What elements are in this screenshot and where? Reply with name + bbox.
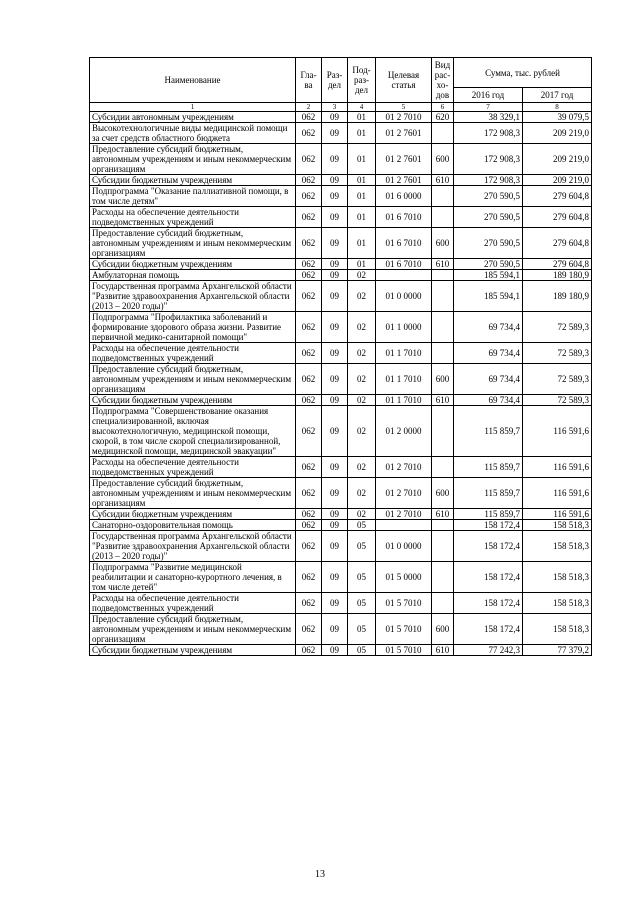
cell-podrazdel: 02 — [348, 312, 376, 343]
cell-name: Субсидии бюджетным учреждениям — [90, 395, 296, 406]
cell-2016: 69 734,4 — [454, 343, 523, 364]
cell-podrazdel: 05 — [348, 593, 376, 614]
cell-2016: 185 594,1 — [454, 281, 523, 312]
cell-name: Субсидии бюджетным учреждениям — [90, 645, 296, 656]
column-number: 6 — [432, 103, 454, 112]
cell-2017: 189 180,9 — [523, 281, 592, 312]
cell-vid: 610 — [432, 395, 454, 406]
cell-target — [376, 520, 432, 531]
cell-razdel: 09 — [322, 312, 348, 343]
cell-vid — [432, 312, 454, 343]
header-sum: Сумма, тыс. рублей — [454, 58, 592, 88]
cell-vid — [432, 270, 454, 281]
cell-name: Государственная программа Архангельской области "Развитие здравоохранения Архангельской области (2013 – 2020 годы)" — [90, 281, 296, 312]
column-number: 7 — [454, 103, 523, 112]
table-row — [90, 593, 592, 614]
cell-2016: 115 859,7 — [454, 509, 523, 520]
table-row — [90, 175, 592, 186]
cell-name: Подпрограмма "Развитие медицинской реабилитации и санаторно-курортного лечения, в том числе детей" — [90, 562, 296, 593]
header-2016: 2016 год — [454, 88, 523, 103]
cell-target: 01 2 7010 — [376, 509, 432, 520]
cell-2017: 279 604,8 — [523, 207, 592, 228]
cell-vid — [432, 520, 454, 531]
cell-2017: 77 379,2 — [523, 645, 592, 656]
cell-2016: 115 859,7 — [454, 478, 523, 509]
cell-2017: 39 079,5 — [523, 112, 592, 123]
cell-glava: 062 — [296, 593, 322, 614]
cell-target — [376, 270, 432, 281]
cell-vid — [432, 406, 454, 457]
cell-2016: 172 908,3 — [454, 175, 523, 186]
cell-2017: 209 219,0 — [523, 123, 592, 144]
cell-vid — [432, 281, 454, 312]
table-row — [90, 520, 592, 531]
cell-2016: 158 172,4 — [454, 520, 523, 531]
header-podrazdel: Под-раз-дел — [348, 58, 376, 103]
cell-glava: 062 — [296, 281, 322, 312]
cell-podrazdel: 01 — [348, 175, 376, 186]
table-row — [90, 270, 592, 281]
cell-podrazdel: 05 — [348, 614, 376, 645]
cell-podrazdel: 05 — [348, 562, 376, 593]
cell-name: Высокотехнологичные виды медицинской помощи за счет средств областного бюджета — [90, 123, 296, 144]
table-row — [90, 123, 592, 144]
cell-2016: 185 594,1 — [454, 270, 523, 281]
cell-glava: 062 — [296, 406, 322, 457]
column-number: 8 — [523, 103, 592, 112]
cell-glava: 062 — [296, 395, 322, 406]
header-razdel: Раз-дел — [322, 58, 348, 103]
cell-name: Расходы на обеспечение деятельности подведомственных учреждений — [90, 593, 296, 614]
cell-vid — [432, 343, 454, 364]
cell-vid: 600 — [432, 364, 454, 395]
table-row — [90, 509, 592, 520]
header-glava: Гла-ва — [296, 58, 322, 103]
cell-2017: 158 518,3 — [523, 531, 592, 562]
cell-vid: 610 — [432, 645, 454, 656]
cell-name: Амбулаторная помощь — [90, 270, 296, 281]
cell-name: Предоставление субсидий бюджетным, автономным учреждениям и иным некоммерческим организациям — [90, 364, 296, 395]
cell-target: 01 5 7010 — [376, 614, 432, 645]
cell-podrazdel: 02 — [348, 364, 376, 395]
cell-razdel: 09 — [322, 343, 348, 364]
cell-razdel: 09 — [322, 562, 348, 593]
cell-2016: 69 734,4 — [454, 364, 523, 395]
cell-glava: 062 — [296, 259, 322, 270]
cell-podrazdel: 05 — [348, 520, 376, 531]
cell-podrazdel: 02 — [348, 478, 376, 509]
cell-target: 01 1 7010 — [376, 343, 432, 364]
cell-podrazdel: 01 — [348, 144, 376, 175]
cell-vid — [432, 207, 454, 228]
cell-razdel: 09 — [322, 144, 348, 175]
cell-glava: 062 — [296, 270, 322, 281]
cell-podrazdel: 01 — [348, 228, 376, 259]
cell-name: Подпрограмма "Профилактика заболеваний и формирование здорового образа жизни. Развитие первичной медико-санитарной помощи" — [90, 312, 296, 343]
cell-2017: 279 604,8 — [523, 259, 592, 270]
cell-2017: 116 591,6 — [523, 478, 592, 509]
cell-razdel: 09 — [322, 175, 348, 186]
cell-name: Субсидии бюджетным учреждениям — [90, 175, 296, 186]
cell-vid — [432, 593, 454, 614]
cell-podrazdel: 01 — [348, 123, 376, 144]
cell-glava: 062 — [296, 562, 322, 593]
cell-razdel: 09 — [322, 406, 348, 457]
cell-2017: 158 518,3 — [523, 520, 592, 531]
cell-razdel: 09 — [322, 531, 348, 562]
cell-name: Субсидии автономным учреждениям — [90, 112, 296, 123]
cell-target: 01 2 7010 — [376, 112, 432, 123]
cell-target: 01 5 7010 — [376, 593, 432, 614]
table-row — [90, 112, 592, 123]
cell-2016: 270 590,5 — [454, 228, 523, 259]
cell-glava: 062 — [296, 645, 322, 656]
cell-glava: 062 — [296, 175, 322, 186]
cell-razdel: 09 — [322, 207, 348, 228]
cell-vid: 600 — [432, 614, 454, 645]
cell-name: Расходы на обеспечение деятельности подведомственных учреждений — [90, 457, 296, 478]
column-numbers-row — [90, 103, 592, 112]
cell-glava: 062 — [296, 112, 322, 123]
cell-vid: 600 — [432, 478, 454, 509]
header-target: Целевая статья — [376, 58, 432, 103]
cell-target: 01 2 7601 — [376, 123, 432, 144]
cell-2016: 158 172,4 — [454, 593, 523, 614]
cell-vid: 610 — [432, 175, 454, 186]
cell-target: 01 5 0000 — [376, 562, 432, 593]
cell-target: 01 2 7601 — [376, 175, 432, 186]
table-row — [90, 281, 592, 312]
cell-glava: 062 — [296, 144, 322, 175]
table-row — [90, 395, 592, 406]
cell-razdel: 09 — [322, 457, 348, 478]
cell-target: 01 0 0000 — [376, 281, 432, 312]
cell-name: Государственная программа Архангельской области "Развитие здравоохранения Архангельской области (2013 – 2020 годы)" — [90, 531, 296, 562]
cell-2017: 116 591,6 — [523, 509, 592, 520]
cell-2017: 158 518,3 — [523, 593, 592, 614]
cell-name: Предоставление субсидий бюджетным, автономным учреждениям и иным некоммерческим организациям — [90, 228, 296, 259]
cell-podrazdel: 02 — [348, 457, 376, 478]
table-row — [90, 531, 592, 562]
cell-2017: 158 518,3 — [523, 614, 592, 645]
cell-2016: 158 172,4 — [454, 531, 523, 562]
cell-glava: 062 — [296, 509, 322, 520]
cell-glava: 062 — [296, 520, 322, 531]
table-row — [90, 312, 592, 343]
cell-podrazdel: 02 — [348, 270, 376, 281]
table-row — [90, 186, 592, 207]
table-row — [90, 614, 592, 645]
cell-2016: 115 859,7 — [454, 457, 523, 478]
cell-razdel: 09 — [322, 478, 348, 509]
cell-name: Подпрограмма "Оказание паллиативной помощи, в том числе детям" — [90, 186, 296, 207]
cell-target: 01 1 7010 — [376, 395, 432, 406]
cell-2017: 279 604,8 — [523, 228, 592, 259]
cell-target: 01 2 0000 — [376, 406, 432, 457]
cell-target: 01 6 7010 — [376, 228, 432, 259]
cell-vid — [432, 186, 454, 207]
header-2017: 2017 год — [523, 88, 592, 103]
cell-target: 01 1 0000 — [376, 312, 432, 343]
cell-vid: 610 — [432, 259, 454, 270]
cell-target: 01 6 0000 — [376, 186, 432, 207]
cell-glava: 062 — [296, 478, 322, 509]
cell-podrazdel: 02 — [348, 509, 376, 520]
cell-podrazdel: 01 — [348, 207, 376, 228]
cell-vid — [432, 457, 454, 478]
column-number: 3 — [322, 103, 348, 112]
cell-razdel: 09 — [322, 364, 348, 395]
cell-razdel: 09 — [322, 281, 348, 312]
cell-vid: 610 — [432, 509, 454, 520]
cell-razdel: 09 — [322, 228, 348, 259]
cell-vid: 600 — [432, 144, 454, 175]
table-row — [90, 207, 592, 228]
cell-target: 01 0 0000 — [376, 531, 432, 562]
table-row — [90, 406, 592, 457]
cell-podrazdel: 01 — [348, 186, 376, 207]
budget-table-container — [89, 57, 591, 656]
cell-razdel: 09 — [322, 112, 348, 123]
cell-glava: 062 — [296, 123, 322, 144]
cell-name: Субсидии бюджетным учреждениям — [90, 509, 296, 520]
cell-name: Подпрограмма "Совершенствование оказания специализированной, включая высокотехнологичную, медицинской помощи, скорой, в том числе скорой специализированной, медицинской помощи, медицинской эвакуации" — [90, 406, 296, 457]
cell-2017: 209 219,0 — [523, 175, 592, 186]
cell-2017: 279 604,8 — [523, 186, 592, 207]
cell-2016: 69 734,4 — [454, 395, 523, 406]
column-number: 1 — [90, 103, 296, 112]
cell-podrazdel: 02 — [348, 281, 376, 312]
cell-glava: 062 — [296, 312, 322, 343]
table-row — [90, 228, 592, 259]
cell-target: 01 6 7010 — [376, 259, 432, 270]
cell-glava: 062 — [296, 614, 322, 645]
cell-razdel: 09 — [322, 186, 348, 207]
page-number: 13 — [315, 869, 325, 880]
cell-2016: 158 172,4 — [454, 562, 523, 593]
cell-2016: 69 734,4 — [454, 312, 523, 343]
cell-target: 01 5 7010 — [376, 645, 432, 656]
table-row — [90, 364, 592, 395]
column-number: 2 — [296, 103, 322, 112]
cell-podrazdel: 01 — [348, 259, 376, 270]
table-row — [90, 645, 592, 656]
cell-glava: 062 — [296, 364, 322, 395]
cell-glava: 062 — [296, 457, 322, 478]
cell-name: Предоставление субсидий бюджетным, автономным учреждениям и иным некоммерческим организациям — [90, 478, 296, 509]
cell-name: Санаторно-оздоровительная помощь — [90, 520, 296, 531]
cell-razdel: 09 — [322, 645, 348, 656]
cell-razdel: 09 — [322, 509, 348, 520]
cell-podrazdel: 05 — [348, 645, 376, 656]
cell-2016: 270 590,5 — [454, 207, 523, 228]
cell-target: 01 2 7010 — [376, 457, 432, 478]
table-row — [90, 457, 592, 478]
table-body — [90, 112, 592, 656]
cell-2017: 189 180,9 — [523, 270, 592, 281]
header-name: Наименование — [90, 58, 296, 103]
table-row — [90, 478, 592, 509]
cell-podrazdel: 02 — [348, 406, 376, 457]
cell-vid — [432, 531, 454, 562]
cell-2017: 72 589,3 — [523, 343, 592, 364]
cell-2016: 270 590,5 — [454, 259, 523, 270]
cell-2017: 72 589,3 — [523, 312, 592, 343]
table-row — [90, 259, 592, 270]
column-number: 4 — [348, 103, 376, 112]
cell-2017: 209 219,0 — [523, 144, 592, 175]
cell-podrazdel: 05 — [348, 531, 376, 562]
cell-name: Расходы на обеспечение деятельности подведомственных учреждений — [90, 207, 296, 228]
cell-target: 01 2 7010 — [376, 478, 432, 509]
cell-2016: 270 590,5 — [454, 186, 523, 207]
cell-vid: 620 — [432, 112, 454, 123]
table-row — [90, 144, 592, 175]
cell-2016: 172 908,3 — [454, 144, 523, 175]
cell-name: Субсидии бюджетным учреждениям — [90, 259, 296, 270]
cell-2017: 158 518,3 — [523, 562, 592, 593]
cell-razdel: 09 — [322, 270, 348, 281]
column-number: 5 — [376, 103, 432, 112]
table-row — [90, 343, 592, 364]
cell-2016: 115 859,7 — [454, 406, 523, 457]
cell-target: 01 6 7010 — [376, 207, 432, 228]
cell-razdel: 09 — [322, 520, 348, 531]
cell-2017: 116 591,6 — [523, 457, 592, 478]
cell-razdel: 09 — [322, 614, 348, 645]
cell-2016: 38 329,1 — [454, 112, 523, 123]
cell-glava: 062 — [296, 228, 322, 259]
cell-2017: 116 591,6 — [523, 406, 592, 457]
cell-2017: 72 589,3 — [523, 395, 592, 406]
cell-2016: 172 908,3 — [454, 123, 523, 144]
cell-razdel: 09 — [322, 259, 348, 270]
cell-2017: 72 589,3 — [523, 364, 592, 395]
cell-target: 01 1 7010 — [376, 364, 432, 395]
cell-name: Расходы на обеспечение деятельности подведомственных учреждений — [90, 343, 296, 364]
cell-glava: 062 — [296, 186, 322, 207]
cell-name: Предоставление субсидий бюджетным, автономным учреждениям и иным некоммерческим организациям — [90, 614, 296, 645]
cell-2016: 158 172,4 — [454, 614, 523, 645]
cell-2016: 77 242,3 — [454, 645, 523, 656]
cell-glava: 062 — [296, 343, 322, 364]
cell-razdel: 09 — [322, 123, 348, 144]
cell-glava: 062 — [296, 207, 322, 228]
cell-name: Предоставление субсидий бюджетным, автономным учреждениям и иным некоммерческим организациям — [90, 144, 296, 175]
cell-podrazdel: 02 — [348, 395, 376, 406]
cell-podrazdel: 01 — [348, 112, 376, 123]
cell-target: 01 2 7601 — [376, 144, 432, 175]
cell-vid — [432, 123, 454, 144]
budget-table — [89, 57, 592, 656]
table-row — [90, 562, 592, 593]
cell-razdel: 09 — [322, 593, 348, 614]
cell-vid — [432, 562, 454, 593]
cell-glava: 062 — [296, 531, 322, 562]
cell-vid: 600 — [432, 228, 454, 259]
header-vid: Вид рас-хо-дов — [432, 58, 454, 103]
cell-razdel: 09 — [322, 395, 348, 406]
cell-podrazdel: 02 — [348, 343, 376, 364]
